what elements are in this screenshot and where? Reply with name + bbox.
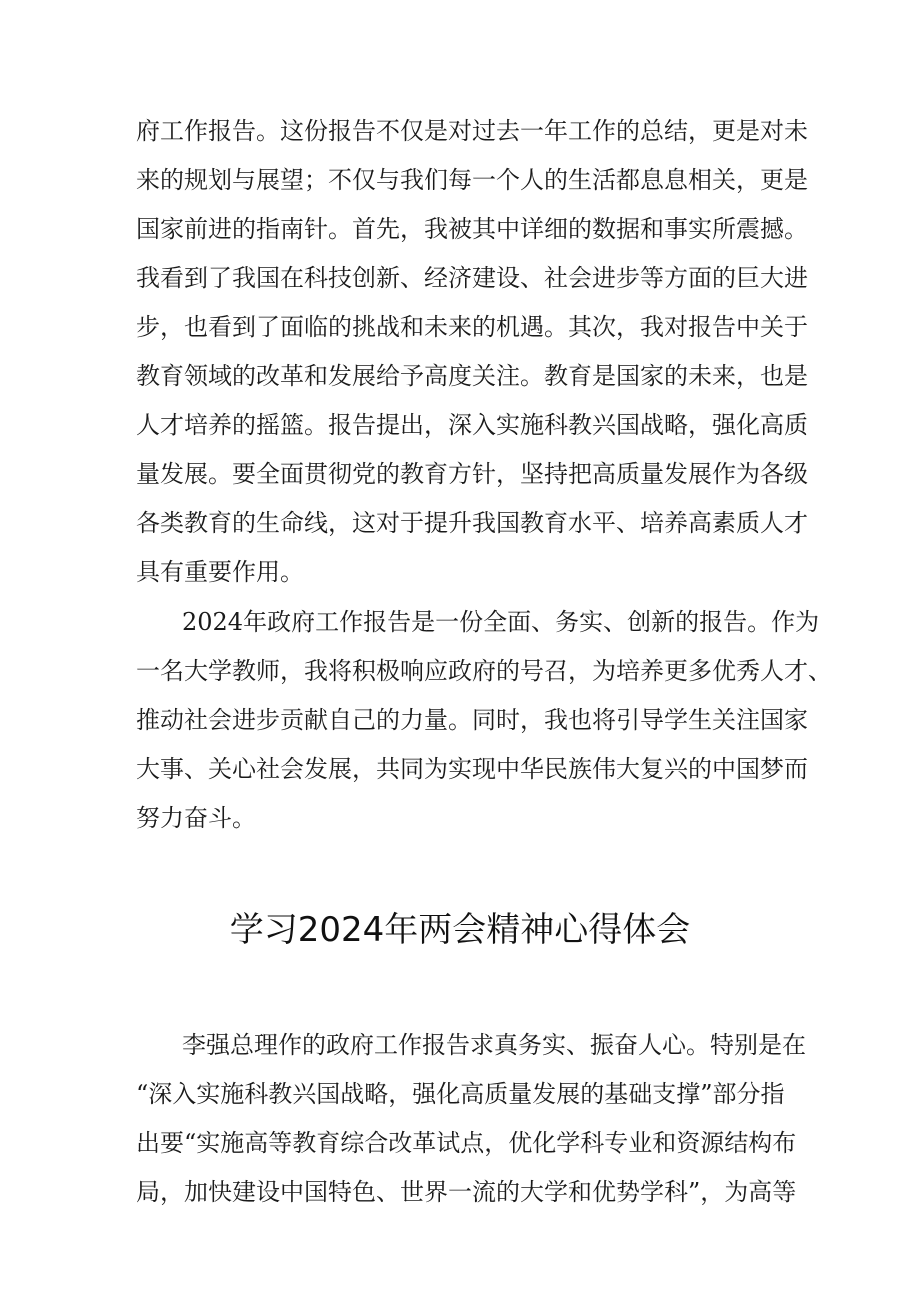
text-line: 具有重要作用。 xyxy=(136,558,304,586)
text-line: 出要“实施高等教育综合改革试点，优化学科专业和资源结构布 xyxy=(136,1129,797,1157)
text-line: 努力奋斗。 xyxy=(136,804,256,832)
text-line: 各类教育的生命线，这对于提升我国教育水平、培养高素质人才 xyxy=(136,509,808,537)
text-line: 国家前进的指南针。首先，我被其中详细的数据和事实所震撼。 xyxy=(136,215,808,243)
text-line: 步，也看到了面临的挑战和未来的机遇。其次，我对报告中关于 xyxy=(136,313,808,341)
text-line: 量发展。要全面贯彻党的教育方针，坚持把高质量发展作为各级 xyxy=(136,460,808,488)
text-line: 我看到了我国在科技创新、经济建设、社会进步等方面的巨大进 xyxy=(136,264,808,292)
text-line: 李强总理作的政府工作报告求真务实、振奋人心。特别是在 xyxy=(182,1031,806,1059)
text-line: 府工作报告。这份报告不仅是对过去一年工作的总结，更是对未 xyxy=(136,117,808,145)
text-line: 人才培养的摇篮。报告提出，深入实施科教兴国战略，强化高质 xyxy=(136,411,808,439)
paragraph-intro xyxy=(136,1021,806,1217)
text-line: 大事、关心社会发展，共同为实现中华民族伟大复兴的中国梦而 xyxy=(136,755,808,783)
paragraph-conclusion xyxy=(136,598,832,843)
text-line: 2024年政府工作报告是一份全面、务实、创新的报告。作为 xyxy=(182,608,820,636)
text-line: 一名大学教师，我将积极响应政府的号召，为培养更多优秀人才、 xyxy=(136,657,832,685)
section-title: 学习2024年两会精神心得体会 xyxy=(229,910,691,950)
text-line: 教育领域的改革和发展给予高度关注。教育是国家的未来，也是 xyxy=(136,362,808,390)
text-line: 来的规划与展望；不仅与我们每一个人的生活都息息相关，更是 xyxy=(136,166,808,194)
text-line: 推动社会进步贡献自己的力量。同时，我也将引导学生关注国家 xyxy=(136,706,808,734)
paragraph-continuation xyxy=(136,107,808,597)
text-line: 局，加快建设中国特色、世界一流的大学和优势学科”，为高等 xyxy=(136,1178,797,1206)
text-line: “深入实施科教兴国战略，强化高质量发展的基础支撑”部分指 xyxy=(136,1080,785,1108)
